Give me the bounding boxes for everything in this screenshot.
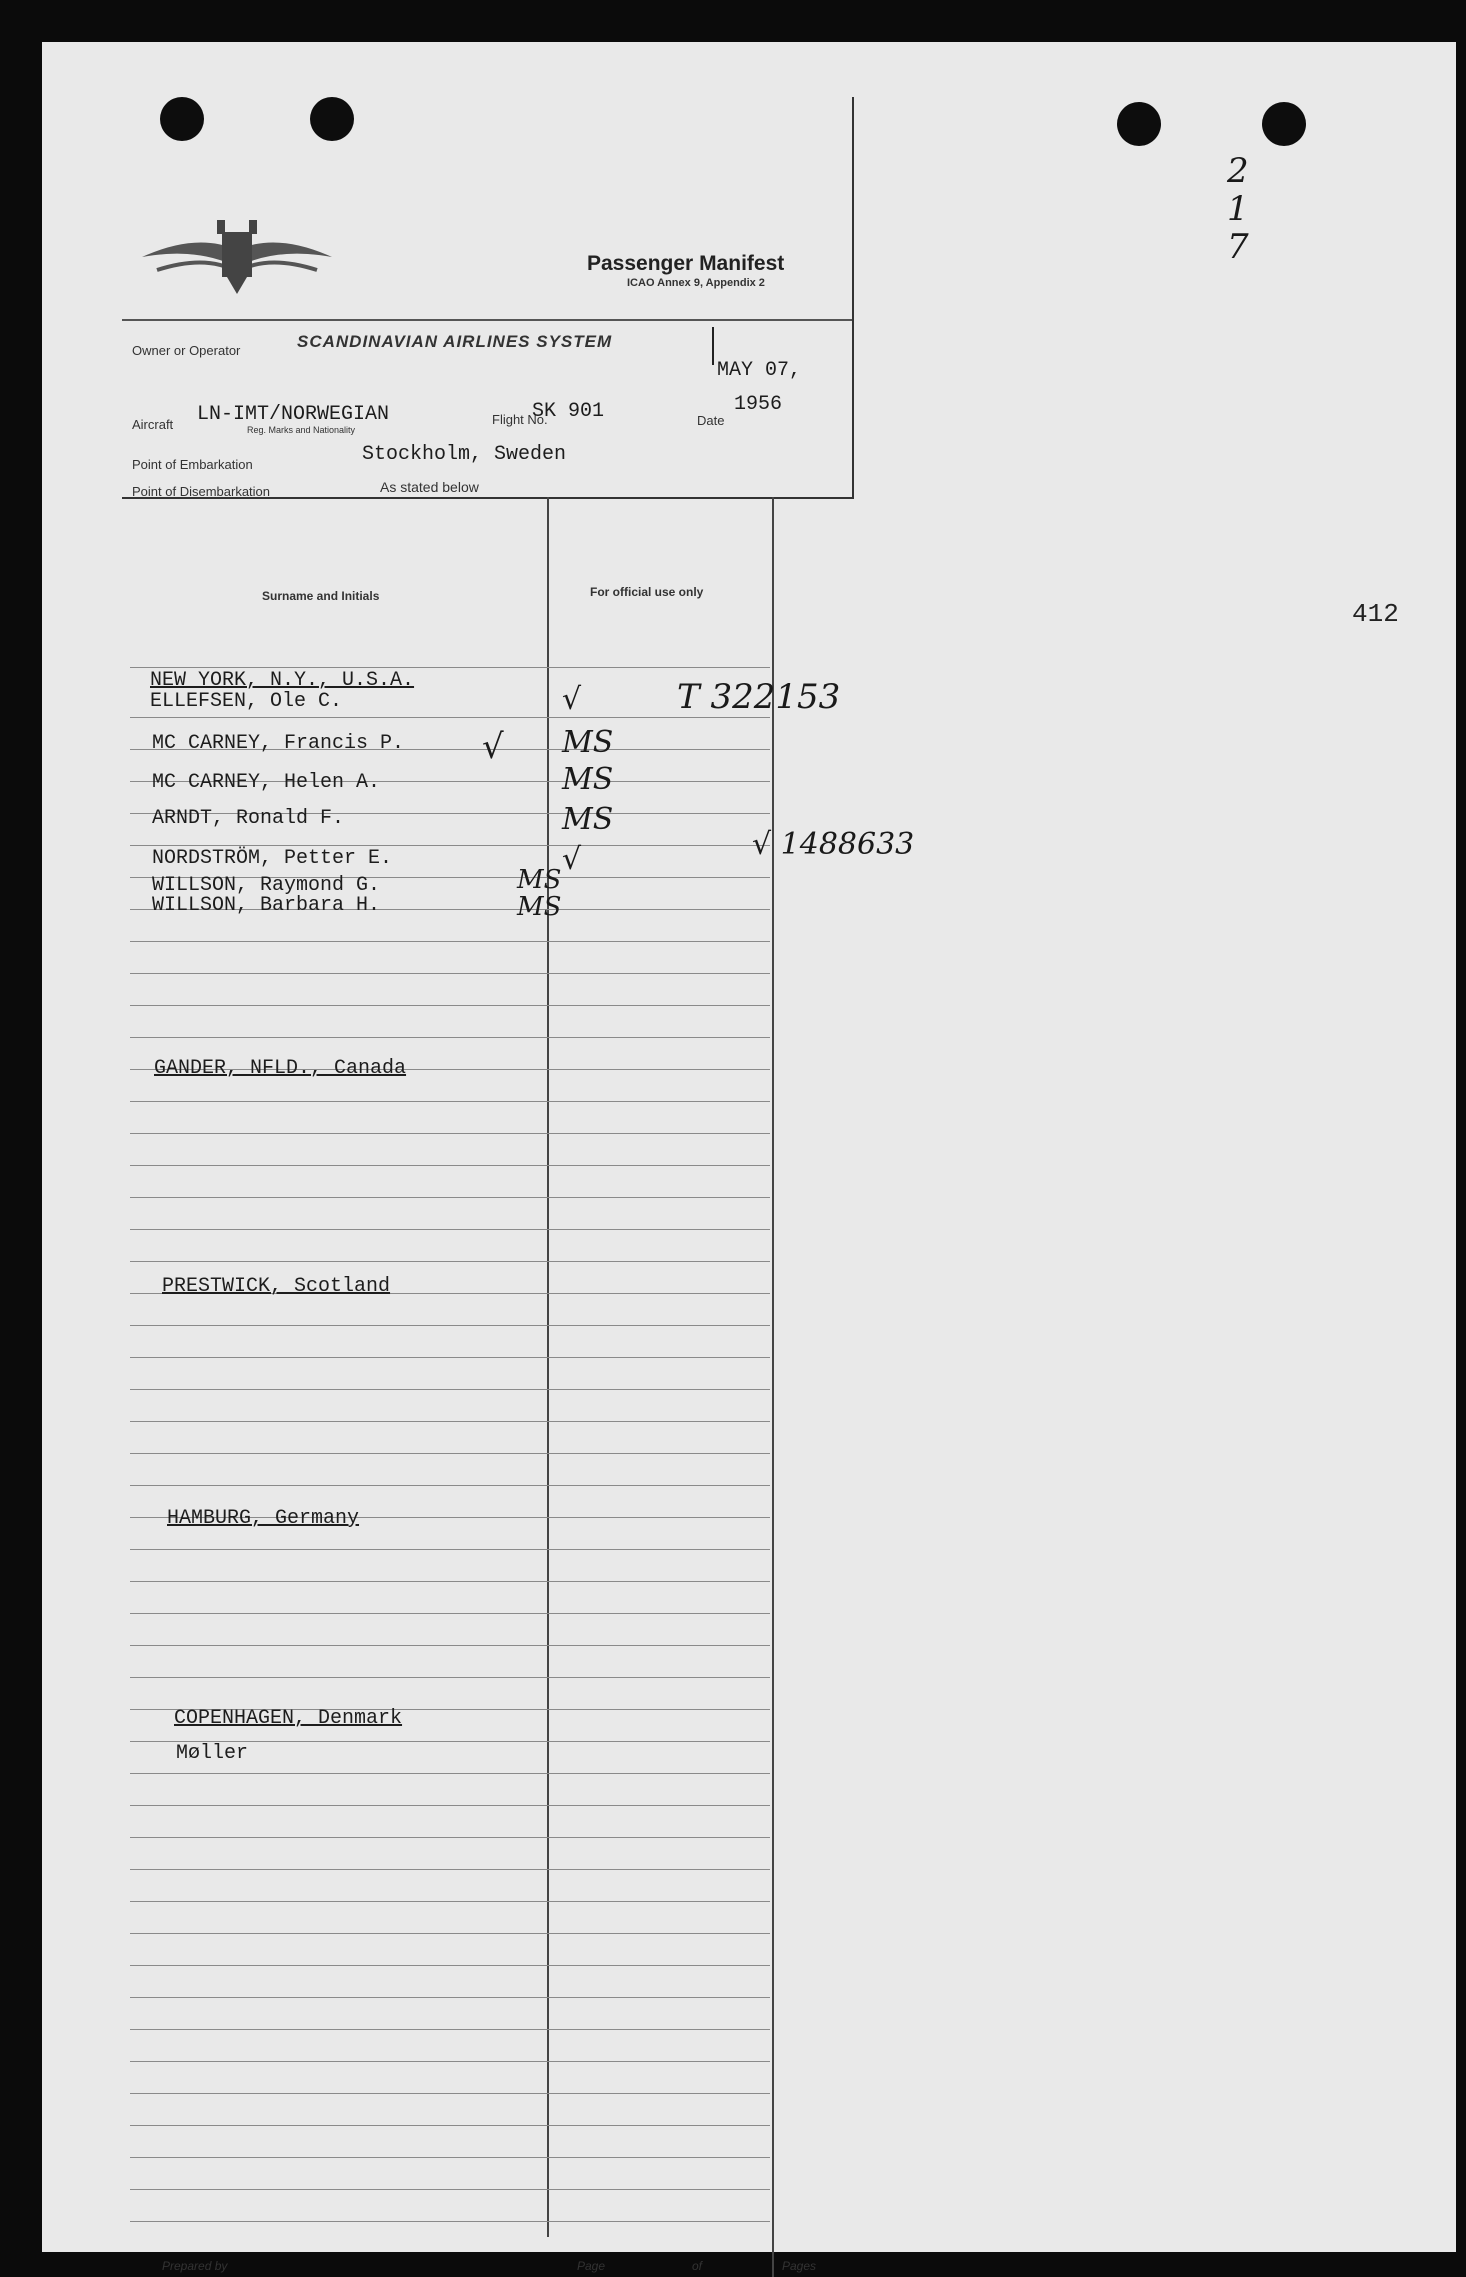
ruled-line [130,2157,770,2158]
flight-value: SK 901 [532,400,605,423]
ruled-line [130,1357,770,1358]
ruled-line [130,1261,770,1262]
ruled-line [130,1677,770,1678]
ruled-line [130,1165,770,1166]
ms-initials: MS [562,725,614,760]
ruled-line [130,1037,770,1038]
ruled-line [130,1325,770,1326]
ruled-line [130,1581,770,1582]
manifest-form [122,97,915,2277]
ruled-line [130,667,770,668]
owner-label: Owner or Operator [132,343,241,358]
col-official-header: For official use only [590,585,704,599]
ruled-line [130,1933,770,1934]
ruled-line [130,1965,770,1966]
table-row: WILLSON, Barbara H. [152,894,381,917]
page-label: Page [577,2259,606,2273]
ruled-line [130,1869,770,1870]
table-row: MC CARNEY, Helen A. [152,771,381,794]
ruled-line [130,1997,770,1998]
manifest-page [42,42,1456,2273]
ruled-line [130,1453,770,1454]
ruled-line [130,1805,770,1806]
ruled-line [130,2029,770,2030]
pages-label: Pages [782,2259,817,2273]
ruled-line [130,1773,770,1774]
ruled-line [130,1485,770,1486]
ruled-line [130,1613,770,1614]
table-row: HAMBURG, Germany [167,1507,360,1530]
check-mark: √ [562,682,582,717]
table-row: GANDER, NFLD., Canada [154,1057,407,1080]
punch-hole [1262,102,1306,146]
table-row: MC CARNEY, Francis P. [152,732,405,755]
table-row: WILLSON, Raymond G. [152,874,381,897]
table-row: ELLEFSEN, Ole C. [150,690,343,713]
corner-handwriting: 2 1 7 [1227,151,1249,267]
airline-logo-icon [137,212,337,302]
ruled-line [130,845,770,846]
table-row: NEW YORK, N.Y., U.S.A. [150,669,415,692]
date-line1: MAY 07, [717,359,802,382]
ms-initials: MS [562,802,614,837]
embark-value: Stockholm, Sweden [362,443,567,466]
number-annotation: √ 1488633 [752,827,915,862]
ruled-line [130,1005,770,1006]
passenger-table [122,497,915,2277]
date-line2: 1956 [734,393,783,416]
ruled-line [130,1229,770,1230]
of-label: of [692,2259,703,2273]
ruled-line [130,2093,770,2094]
table-row: NORDSTRÖM, Petter E. [152,847,393,870]
table-row: PRESTWICK, Scotland [162,1275,391,1298]
table-row: COPENHAGEN, Denmark [174,1707,403,1730]
ruled-line [130,1837,770,1838]
ruled-line [130,2061,770,2062]
col-surname-header: Surname and Initials [262,589,380,603]
t-number-annotation: T 322153 [677,677,841,717]
form-title: Passenger Manifest [587,252,785,275]
embark-label: Point of Embarkation [132,457,253,472]
page-number: 412 [1352,599,1399,629]
form-subtitle: ICAO Annex 9, Appendix 2 [627,277,765,289]
ruled-line [130,2221,770,2222]
ruled-line [130,1901,770,1902]
punch-hole [1117,102,1161,146]
ruled-line [130,1389,770,1390]
date-label: Date [697,413,725,428]
ms-initials: MS [517,865,562,895]
check-mark: √ [482,727,504,767]
ruled-line [130,941,770,942]
disembark-value: As stated below [380,479,479,495]
ruled-line [130,2125,770,2126]
header-box [122,97,854,499]
ms-initials: MS [562,762,614,797]
check-mark: √ [562,842,582,877]
flight-label: Flight No. [492,412,548,427]
ruled-line [130,1421,770,1422]
prepared-by-label: Prepared by [162,2259,228,2273]
ruled-line [130,1101,770,1102]
ruled-line [130,1133,770,1134]
ruled-line [130,717,770,718]
ruled-line [130,1645,770,1646]
ruled-line [130,973,770,974]
aircraft-value: LN-IMT/NORWEGIAN [197,403,390,426]
table-row: ARNDT, Ronald F. [152,807,345,830]
owner-value: SCANDINAVIAN AIRLINES SYSTEM [297,332,613,351]
ruled-line [130,2189,770,2190]
disembark-label: Point of Disembarkation [132,484,271,499]
ruled-line [130,1197,770,1198]
table-row: Møller [176,1742,249,1765]
ruled-line [130,1549,770,1550]
reg-note: Reg. Marks and Nationality [247,425,356,435]
ms-initials: MS [517,892,562,922]
aircraft-label: Aircraft [132,417,174,432]
